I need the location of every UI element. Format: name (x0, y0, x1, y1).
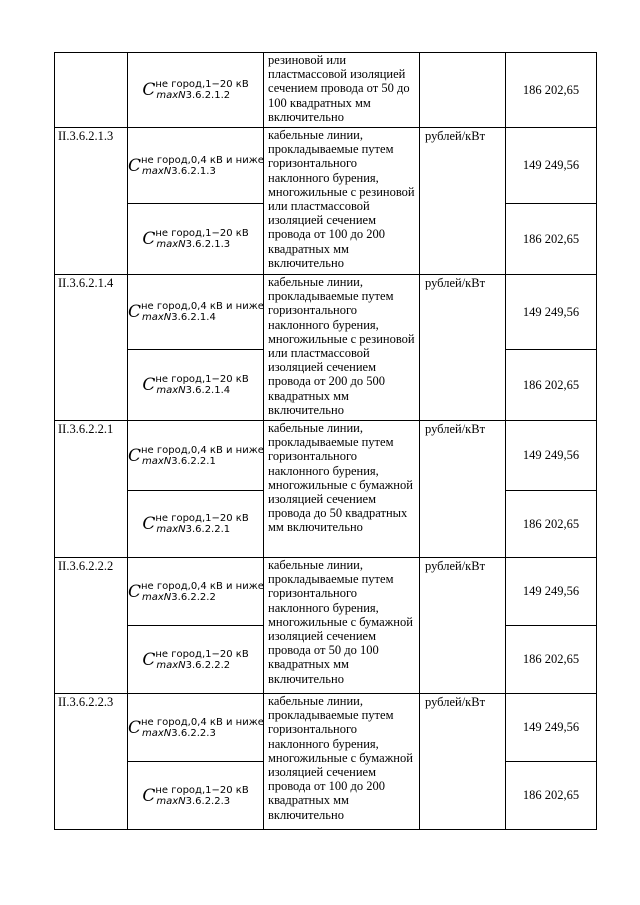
formula-expression (128, 581, 264, 603)
formula-superscript: не город,1−20 кВ (155, 648, 249, 660)
formula-subscript (155, 796, 248, 807)
formula-expression (128, 301, 264, 323)
rate-value-high: 186 202,65 (506, 762, 597, 830)
formula-sub-index: 3.6.2.2.3 (185, 795, 231, 807)
formula-symbol: C (142, 649, 156, 670)
formula-sub-index: 3.6.2.2.2 (171, 591, 216, 603)
row-code: II.3.6.2.1.4 (55, 275, 128, 421)
row-unit: рублей/кВт (420, 694, 506, 830)
formula-sub-index: 3.6.2.1.2 (185, 90, 231, 101)
tariff-table-body (55, 53, 597, 830)
row-code: II.3.6.2.2.2 (55, 558, 128, 694)
formula-subscript (141, 728, 264, 739)
row-code (55, 53, 128, 128)
rate-value-high: 186 202,65 (506, 53, 597, 128)
formula-subscript (155, 524, 248, 535)
formula-sub-index: 3.6.2.2.2 (185, 659, 231, 671)
row-unit: рублей/кВт (420, 275, 506, 421)
formula-sub-index: 3.6.2.2.3 (171, 727, 216, 739)
table-row (55, 558, 597, 626)
row-description: кабельные линии, прокладываемые путем горизонтального наклонного бурения, многожильные с бумажной изоляцией сечением провода до 50 квадратных мм включительно (264, 421, 420, 558)
formula-symbol: C (142, 513, 156, 534)
formula-subscript (155, 660, 248, 671)
formula-sub-prefix: maxN (156, 795, 186, 807)
formula-superscript: не город,1−20 кВ (155, 228, 249, 239)
rate-formula-low (128, 694, 264, 762)
formula-symbol: C (142, 374, 156, 395)
rate-value-high: 186 202,65 (506, 491, 597, 558)
formula-superscript: не город,0,4 кВ и ниже (141, 444, 264, 456)
formula-symbol: C (128, 445, 142, 466)
formula-superscript: не город,0,4 кВ и ниже (141, 154, 264, 166)
rate-formula-high (128, 53, 264, 128)
formula-sub-prefix: maxN (142, 312, 172, 323)
rate-value-high: 186 202,65 (506, 350, 597, 421)
formula-symbol: C (142, 785, 156, 806)
formula-expression (142, 785, 248, 807)
row-description: кабельные линии, прокладываемые путем горизонтального наклонного бурения, многожильные с резиновой или пластмассовой изоляцией сечением провода от 200 до 500 квадратных мм включительно (264, 275, 420, 421)
row-code: II.3.6.2.1.3 (55, 128, 128, 275)
rate-formula-low (128, 421, 264, 491)
formula-expression (128, 717, 264, 739)
table-row (55, 128, 597, 204)
formula-sub-prefix: maxN (142, 165, 172, 177)
formula-expression (128, 155, 264, 177)
formula-symbol: C (142, 228, 156, 249)
rate-value-low: 149 249,56 (506, 128, 597, 204)
rate-formula-high (128, 491, 264, 558)
rate-formula-high (128, 626, 264, 694)
formula-subscript (155, 385, 248, 396)
formula-sub-index: 3.6.2.1.4 (171, 312, 216, 323)
row-unit (420, 53, 506, 128)
row-unit: рублей/кВт (420, 421, 506, 558)
formula-sub-index: 3.6.2.1.3 (171, 165, 216, 177)
row-description: кабельные линии, прокладываемые путем горизонтального наклонного бурения, многожильные с бумажной изоляцией сечением провода от 50 до 100 квадратных мм включительно (264, 558, 420, 694)
table-row-continuation (55, 53, 597, 128)
rate-formula-low (128, 558, 264, 626)
row-unit: рублей/кВт (420, 558, 506, 694)
formula-symbol: C (128, 717, 142, 738)
formula-sub-prefix: maxN (156, 659, 186, 671)
rate-value-low: 149 249,56 (506, 694, 597, 762)
rate-formula-high (128, 762, 264, 830)
formula-sub-index: 3.6.2.2.1 (171, 455, 216, 467)
formula-expression (142, 513, 248, 535)
rate-value-low: 149 249,56 (506, 558, 597, 626)
formula-superscript: не город,1−20 кВ (155, 374, 249, 385)
formula-expression (142, 79, 248, 101)
formula-sub-prefix: maxN (142, 455, 172, 467)
formula-expression (128, 445, 264, 467)
formula-sub-prefix: maxN (156, 239, 186, 250)
row-description: резиновой или пластмассовой изоляцией сечением провода от 50 до 100 квадратных мм включительно (264, 53, 420, 128)
formula-expression (142, 228, 248, 250)
rate-formula-high (128, 204, 264, 275)
row-code: II.3.6.2.2.3 (55, 694, 128, 830)
formula-symbol: C (142, 79, 156, 100)
formula-expression (142, 374, 248, 396)
formula-subscript (155, 90, 248, 101)
formula-sub-index: 3.6.2.1.4 (185, 385, 231, 396)
formula-sub-prefix: maxN (156, 385, 186, 396)
rate-value-low: 149 249,56 (506, 421, 597, 491)
table-row (55, 694, 597, 762)
rate-value-high: 186 202,65 (506, 626, 597, 694)
formula-subscript (141, 456, 264, 467)
formula-sub-prefix: maxN (142, 591, 172, 603)
rate-value-high: 186 202,65 (506, 204, 597, 275)
formula-subscript (141, 592, 264, 603)
formula-symbol: C (128, 155, 142, 176)
formula-subscript (155, 239, 248, 250)
formula-subscript (141, 312, 264, 323)
formula-superscript: не город,0,4 кВ и ниже (141, 301, 264, 312)
rate-value-low: 149 249,56 (506, 275, 597, 350)
row-description: кабельные линии, прокладываемые путем горизонтального наклонного бурения, многожильные с резиновой или пластмассовой изоляцией сечением провода от 100 до 200 квадратных мм включительно (264, 128, 420, 275)
formula-sub-prefix: maxN (142, 727, 172, 739)
row-unit: рублей/кВт (420, 128, 506, 275)
formula-symbol: C (128, 581, 142, 602)
formula-sub-index: 3.6.2.1.3 (185, 239, 231, 250)
table-row (55, 421, 597, 491)
formula-superscript: не город,1−20 кВ (155, 784, 249, 796)
formula-symbol: C (128, 301, 142, 322)
formula-subscript (141, 166, 264, 177)
formula-superscript: не город,0,4 кВ и ниже (141, 716, 264, 728)
formula-superscript: не город,1−20 кВ (155, 79, 249, 90)
formula-expression (142, 649, 248, 671)
rate-formula-low (128, 275, 264, 350)
tariff-table (54, 52, 597, 830)
formula-sub-prefix: maxN (156, 524, 186, 535)
table-row (55, 275, 597, 350)
formula-sub-prefix: maxN (156, 90, 186, 101)
formula-superscript: не город,0,4 кВ и ниже (141, 580, 264, 592)
formula-superscript: не город,1−20 кВ (155, 513, 249, 524)
rate-formula-low (128, 128, 264, 204)
row-code: II.3.6.2.2.1 (55, 421, 128, 558)
rate-formula-high (128, 350, 264, 421)
row-description: кабельные линии, прокладываемые путем горизонтального наклонного бурения, многожильные с бумажной изоляцией сечением провода от 100 до 200 квадратных мм включительно (264, 694, 420, 830)
formula-sub-index: 3.6.2.2.1 (185, 524, 231, 535)
